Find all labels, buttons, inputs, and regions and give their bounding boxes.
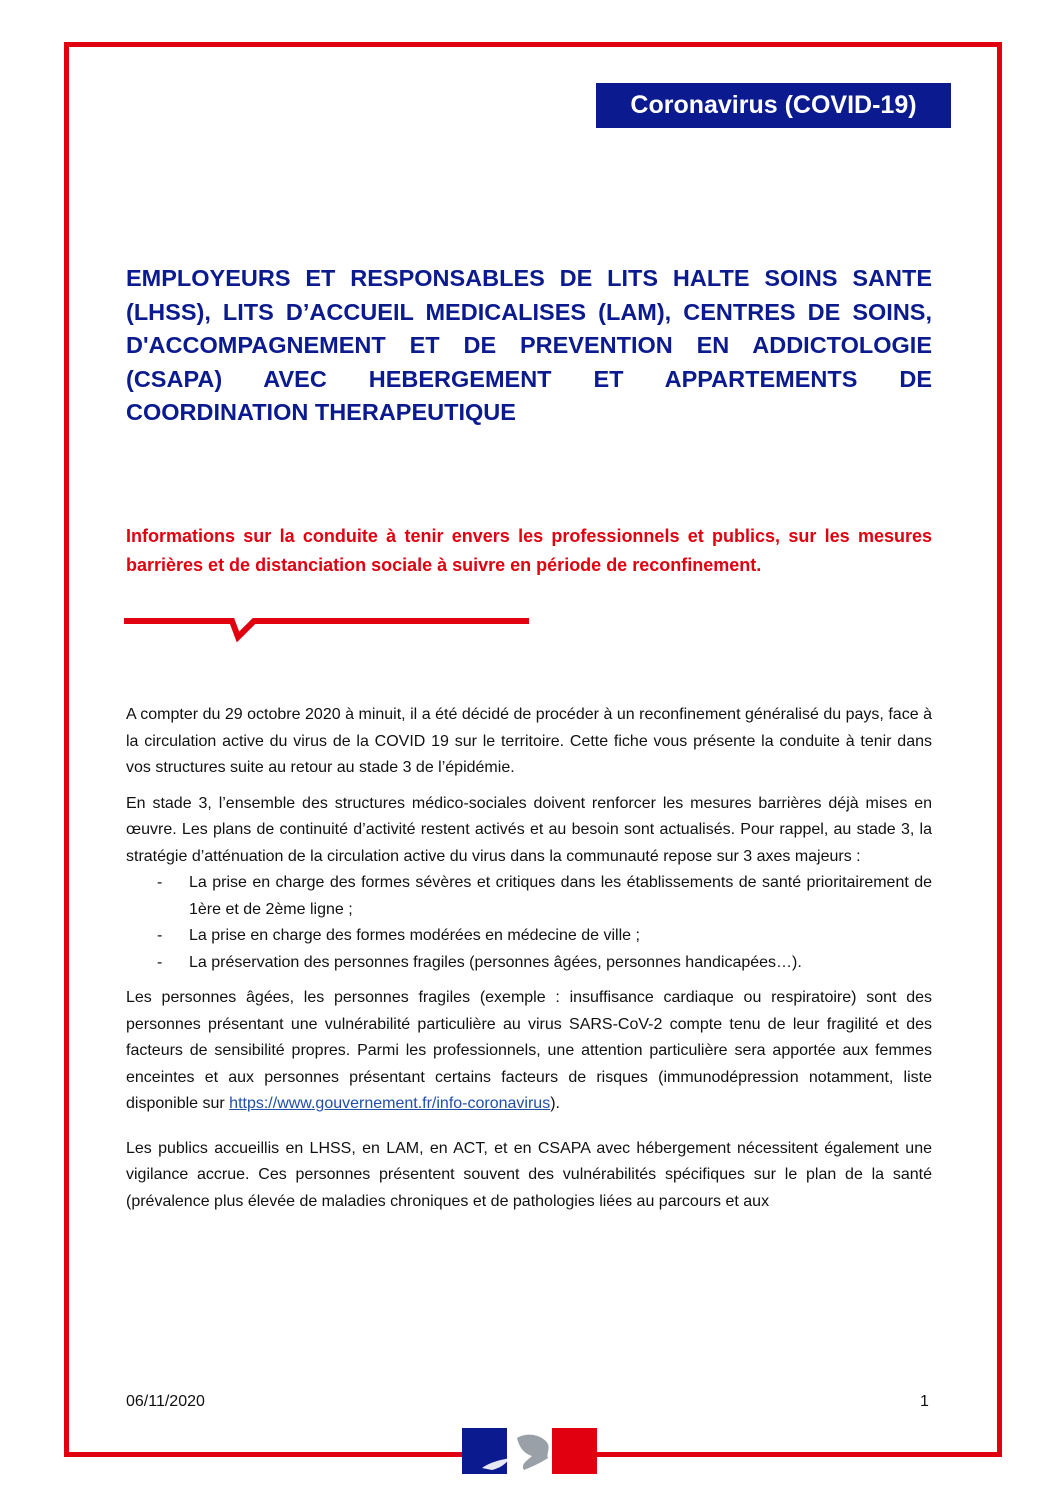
paragraph-stage3: En stade 3, l’ensemble des structures médico-sociales doivent renforcer les mesures barrières déjà mises en œuvre. Les plans de continuité d’activité restent activés et au besoin sont actualisés. Pour rappel, au stade 3, la stratégie d’atténuation de la circulation active du virus dans la communauté repose sur 3 axes majeurs : <box>126 794 932 865</box>
covid-header-tag: Coronavirus (COVID-19) <box>596 83 951 128</box>
footer-date: 06/11/2020 <box>126 1393 205 1410</box>
paragraph-intro: A compter du 29 octobre 2020 à minuit, il a été décidé de procéder à un reconfinement généralisé du pays, face à la circulation active du virus de la COVID 19 sur le territoire. Cette fiche vous présente la conduite à tenir dans vos structures suite au retour au stade 3 de l’épidémie. <box>126 706 932 776</box>
gouvernement-info-link[interactable]: https://www.gouvernement.fr/info-coronavirus <box>229 1095 551 1112</box>
list-item-text: La préservation des personnes fragiles (personnes âgées, personnes handicapées…). <box>189 953 802 971</box>
document-title: EMPLOYEURS ET RESPONSABLES DE LITS HALTE SOINS SANTE (LHSS), LITS D’ACCUEIL MEDICALISES (LAM), CENTRES DE SOINS, D'ACCOMPAGNEMENT ET DE PREVENTION EN ADDICTOLOGIE (CSAPA) AVEC HEBERGEMENT ET APPARTEMENTS DE COORDINATION THERAPEUTIQUE <box>126 265 932 425</box>
paragraph-text-end: ). <box>550 1095 560 1112</box>
page-number: 1 <box>920 1393 929 1410</box>
paragraph-publics: Les publics accueillis en LHSS, en LAM, en ACT, et en CSAPA avec hébergement nécessitent également une vigilance accrue. Ces personnes présentent souvent des vulnérabilités spécifiques sur le plan de la santé (prévalence plus élevée de maladies chroniques et de pathologies liées au parcours et aux <box>126 1139 932 1210</box>
axes-list <box>126 870 932 976</box>
bullet-dash: - <box>157 874 163 891</box>
document-body <box>126 702 932 1224</box>
list-item-text: La prise en charge des formes modérées en médecine de ville ; <box>189 927 640 944</box>
list-item <box>126 950 932 977</box>
document-subtitle: Informations sur la conduite à tenir envers les professionnels et publics, sur les mesures barrières et de distanciation sociale à suivre en période de reconfinement. <box>126 526 932 575</box>
list-item <box>126 923 932 950</box>
bullet-dash: - <box>157 953 163 971</box>
paragraph-vulnerable <box>126 985 932 1118</box>
list-item-text: La prise en charge des formes sévères et critiques dans les établissements de santé prioritairement de 1ère et de 2ème ligne ; <box>189 874 932 918</box>
speech-callout-divider <box>124 617 529 643</box>
bullet-dash: - <box>157 927 163 944</box>
marianne-logo-icon <box>462 1428 597 1474</box>
list-item <box>126 870 932 923</box>
paragraph-text: Les personnes âgées, les personnes fragiles (exemple : insuffisance cardiaque ou respiratoire) sont des personnes présentant une vulnérabilité particulière au virus SARS-CoV-2 compte tenu de leur fragilité et des facteurs de sensibilité propres. Parmi les professionnels, une attention particulière sera apportée aux femmes enceintes et aux personnes présentant certains facteurs de risques (immunodépression notamment, liste disponible sur <box>126 989 932 1112</box>
